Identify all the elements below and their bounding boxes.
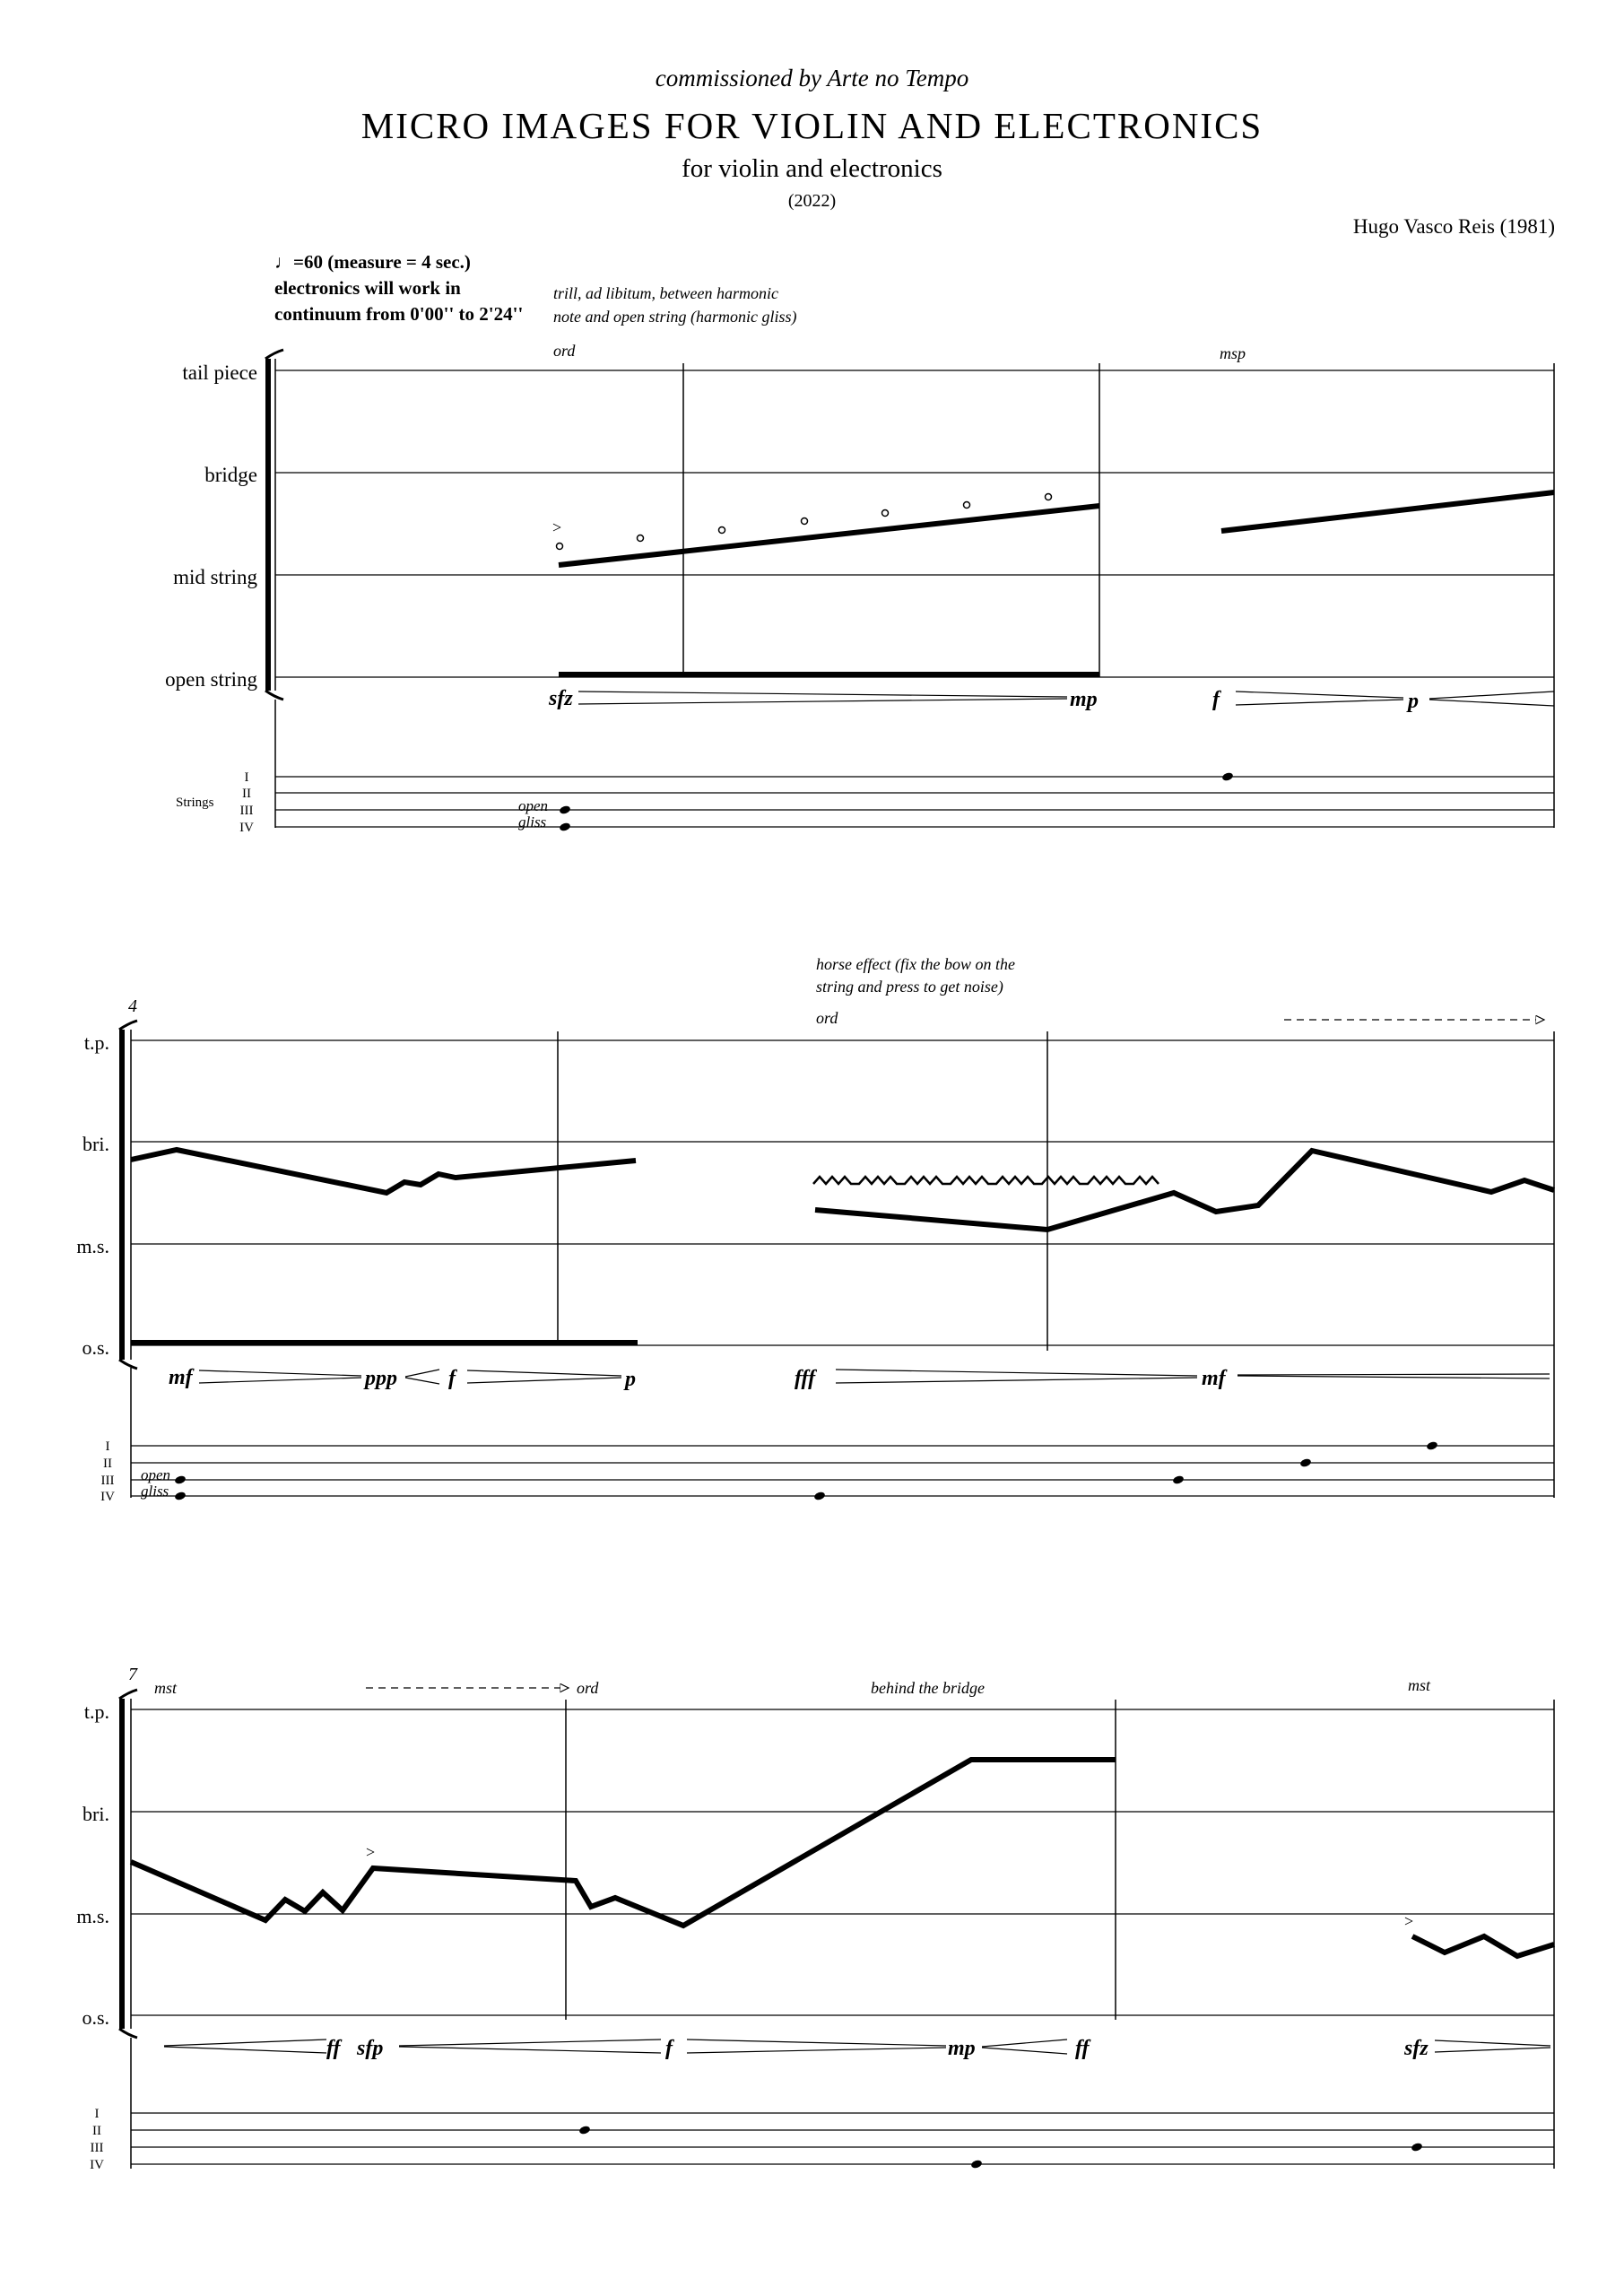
label-mid-string: mid string <box>173 566 257 588</box>
dynamic-sfz-2: sfz <box>1404 2037 1429 2060</box>
string-IV: IV <box>239 821 254 835</box>
hairpin-dim-8 <box>1435 2040 1550 2052</box>
dynamic-f: f <box>1212 688 1220 711</box>
dynamic-mf: mf <box>169 1366 193 1389</box>
open-label-2: open <box>141 1466 171 1483</box>
dynamic-ppp: ppp <box>365 1367 397 1390</box>
measure-number-4: 4 <box>128 996 137 1016</box>
string-IV-3: IV <box>90 2158 104 2172</box>
string-I: I <box>244 770 249 785</box>
dynamic-sfz: sfz <box>549 687 573 710</box>
bow-position-lines-1 <box>559 492 1554 674</box>
string-III-3: III <box>90 2141 104 2155</box>
technique-ord: ord <box>553 342 576 360</box>
label-bridge: bridge <box>204 464 257 486</box>
accent-mark-3: > <box>1404 1912 1414 1930</box>
label-bri-2: bri. <box>83 1133 109 1155</box>
label-tp-2: t.p. <box>83 1031 109 1054</box>
measure-number-7: 7 <box>128 1665 137 1684</box>
tempo-line-3: continuum from 0'00'' to 2'24'' <box>274 303 524 325</box>
hairpin-dim-7 <box>687 2039 946 2053</box>
hairpin-dim-5 <box>836 1370 1197 1383</box>
dynamic-fff: fff <box>795 1367 816 1390</box>
open-label-1: open <box>518 797 549 814</box>
string-III-2: III <box>100 1474 115 1488</box>
string-noteheads-1 <box>559 771 1234 832</box>
hairpin-cresc-5 <box>982 2039 1067 2054</box>
label-ms-3: m.s. <box>76 1905 109 1927</box>
dynamic-sfp: sfp <box>357 2037 384 2060</box>
string-II: II <box>242 787 251 801</box>
label-open-string: open string <box>165 668 257 691</box>
staff-lines-3 <box>131 1709 1554 2015</box>
subtitle: for violin and electronics <box>682 154 942 183</box>
hairpin-cresc-4 <box>399 2039 661 2053</box>
tempo-line-2: electronics will work in <box>274 277 461 299</box>
hairpin-cresc-1 <box>1429 691 1554 706</box>
accent-mark-1: > <box>552 518 562 536</box>
string-III: III <box>239 804 254 818</box>
instruction-horse-1: horse effect (fix the bow on the <box>816 955 1015 973</box>
system-bracket-1 <box>265 350 283 700</box>
string-II-3: II <box>92 2124 101 2138</box>
string-lines-3 <box>131 2113 1554 2164</box>
label-os-3: o.s. <box>82 2006 109 2029</box>
year: (2022) <box>787 191 837 211</box>
string-lines-1 <box>275 777 1554 827</box>
gliss-label-1: gliss <box>518 813 547 831</box>
dynamic-ff-2: ff <box>1075 2037 1090 2060</box>
page-title: MICRO IMAGES FOR VIOLIN AND ELECTRONICS <box>360 105 1264 146</box>
hairpin-dim-3 <box>199 1370 361 1383</box>
hairpin-dim-6 <box>1238 1374 1550 1378</box>
label-bri-3: bri. <box>83 1803 109 1825</box>
system-2 <box>76 955 1554 1504</box>
technique-mst: mst <box>154 1679 178 1697</box>
system-3 <box>76 1665 1554 2172</box>
hairpin-dim-4 <box>467 1370 621 1383</box>
tempo-value: =60 (measure = 4 sec.) <box>293 251 471 273</box>
dynamic-f-2: f <box>448 1367 456 1390</box>
dynamic-p-2: p <box>625 1368 636 1391</box>
technique-mst-2: mst <box>1408 1676 1431 1694</box>
technique-msp: msp <box>1220 344 1246 362</box>
technique-behind-bridge: behind the bridge <box>871 1679 985 1697</box>
dynamic-mp: mp <box>1070 688 1098 711</box>
system-1 <box>165 284 1554 835</box>
string-I-3: I <box>94 2107 100 2121</box>
bow-position-lines-3 <box>131 1760 1554 1956</box>
instruction-horse-2: string and press to get noise) <box>816 978 1003 996</box>
dynamic-f-3: f <box>665 2037 673 2060</box>
dynamic-p: p <box>1408 690 1419 713</box>
staff-lines-2 <box>131 1040 1554 1345</box>
string-II-2: II <box>103 1457 112 1471</box>
gliss-label-2: gliss <box>141 1483 169 1500</box>
technique-ord-2: ord <box>816 1009 838 1027</box>
commission-note: commissioned by Arte no Tempo <box>655 65 969 91</box>
barlines-2 <box>131 1031 1554 1498</box>
hairpin-cresc-2 <box>405 1370 439 1384</box>
instruction-trill-2: note and open string (harmonic gliss) <box>553 308 797 326</box>
string-lines-2 <box>131 1446 1554 1496</box>
dynamic-mp-2: mp <box>948 2037 976 2060</box>
label-tp-3: t.p. <box>83 1700 109 1723</box>
barlines-3 <box>131 1700 1554 2169</box>
composer: Hugo Vasco Reis (1981) <box>1352 215 1555 238</box>
hairpin-dim-1 <box>578 691 1067 704</box>
hairpin-dim-2 <box>1236 691 1403 705</box>
system-bracket-2 <box>119 1021 137 1369</box>
string-noteheads-2 <box>174 1440 1438 1501</box>
label-os-2: o.s. <box>82 1336 109 1359</box>
string-I-2: I <box>105 1439 110 1454</box>
technique-ord-3: ord <box>577 1679 599 1697</box>
hairpin-cresc-3 <box>164 2039 326 2053</box>
dynamic-mf-2: mf <box>1202 1367 1226 1390</box>
instruction-trill-1: trill, ad libitum, between harmonic <box>553 284 778 302</box>
label-ms-2: m.s. <box>76 1235 109 1257</box>
strings-label: Strings <box>176 796 214 810</box>
dynamic-ff: ff <box>326 2037 341 2060</box>
quarter-note-icon: ♩ <box>274 251 293 273</box>
accent-mark-2: > <box>366 1843 376 1861</box>
horse-effect-zigzag <box>813 1177 1159 1184</box>
label-tail-piece: tail piece <box>182 361 257 384</box>
barlines-1 <box>275 363 1554 828</box>
string-IV-2: IV <box>100 1490 115 1504</box>
